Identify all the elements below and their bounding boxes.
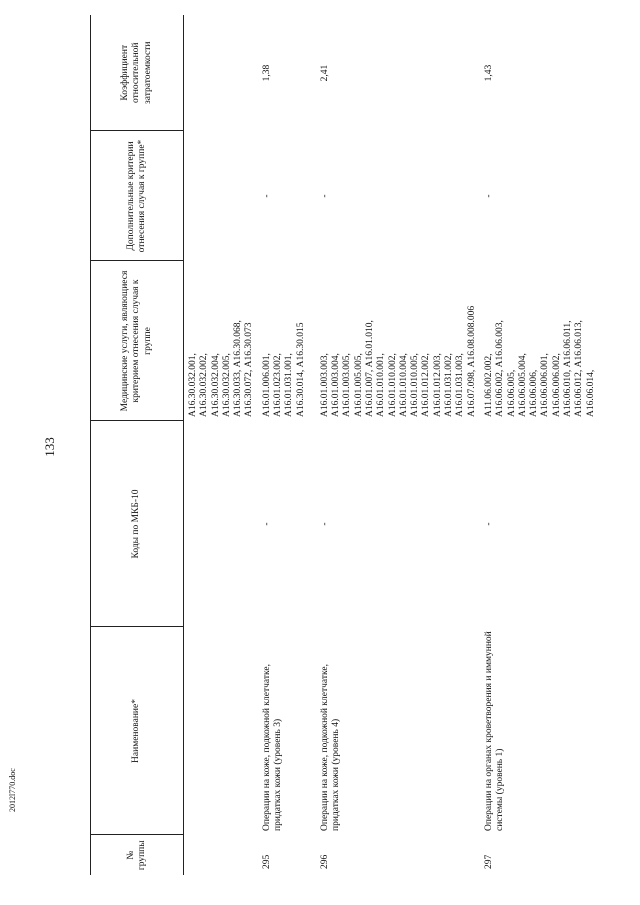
service-code: А16.01.003.004, (331, 353, 342, 417)
mkb-codes: - (319, 522, 330, 526)
service-code: А16.01.031.001, (284, 353, 295, 417)
mkb-codes: - (483, 522, 494, 526)
table-row (258, 15, 316, 875)
service-code: А16.01.010.001, (376, 353, 387, 417)
service-code: А16.01.031.002, (444, 353, 455, 417)
extra-criteria: - (261, 194, 272, 198)
service-code: А16.06.002, А16.06.003, (495, 320, 506, 417)
table-row-continuation (184, 15, 258, 875)
ksg-table (90, 15, 606, 875)
group-number: 296 (319, 854, 330, 869)
table-header-row (91, 15, 184, 875)
extra-criteria: - (319, 194, 330, 198)
header-group-no: № группы (91, 835, 184, 875)
service-code: А16.30.032.004, (210, 353, 221, 417)
service-code: А11.06.002.002, (483, 353, 494, 417)
group-number: 295 (261, 854, 272, 869)
services-cell (258, 261, 316, 421)
service-code: А16.06.006.001, (540, 353, 551, 417)
service-code: А16.30.072, А16.30.073 (244, 322, 255, 417)
header-coefficient: Коэффициент относительной затратоемкости (91, 15, 184, 131)
service-code: А16.30.032.001, (188, 353, 198, 417)
service-code: А16.30.014, А16.30.015 (295, 322, 306, 417)
group-name: Операции на коже, подкожной клетчатке, придатках кожи (уровень 3) (261, 664, 284, 831)
coefficient: 2,41 (319, 64, 330, 82)
service-code: А16.01.003.003, (319, 353, 330, 417)
page-number: 133 (42, 437, 57, 457)
service-code: А16.01.010.005, (410, 353, 421, 417)
service-code: А16.06.006, (529, 369, 540, 417)
header-services: Медицинские услуги, являющиеся критерием отнесения случая к группе (91, 261, 184, 421)
service-code: А16.06.005.004, (517, 353, 528, 417)
service-code: А16.01.023.002, (273, 353, 284, 417)
service-code: А16.06.010, А16.06.011, (563, 320, 574, 417)
service-code: А16.01.010.004, (398, 353, 409, 417)
service-code: А16.30.033, А16.30.068, (233, 320, 244, 417)
service-code: А16.01.010.002, (387, 353, 398, 417)
service-code: А16.06.005, (506, 369, 517, 417)
group-name: Операции на органах кроветворения и иммунной системы (уровень 1) (483, 631, 506, 831)
footer-doc-name: 2012l770.doc (8, 768, 17, 812)
coefficient: 1,43 (483, 64, 494, 82)
mkb-codes: - (261, 522, 272, 526)
header-mkb-codes: Коды по МКБ-10 (91, 421, 184, 627)
service-code: А16.01.012.002, (421, 353, 432, 417)
rotated-table-page (90, 15, 635, 875)
service-code: А16.01.007, А16.01.010, (364, 320, 375, 417)
service-code: А16.06.014, (585, 369, 596, 417)
group-number: 297 (483, 854, 494, 869)
group-name: Операции на коже, подкожной клетчатке, придатках кожи (уровень 4) (319, 664, 342, 831)
service-code: А16.01.012.003, (432, 353, 443, 417)
services-cell (316, 261, 480, 421)
service-code: А16.01.005.005, (353, 353, 364, 417)
service-code: А16.01.003.005, (342, 353, 353, 417)
table-row (316, 15, 480, 875)
services-cell (480, 261, 606, 421)
service-code: А16.30.032.002, (199, 353, 210, 417)
table-row (480, 15, 606, 875)
service-code: А16.30.032.005, (221, 353, 232, 417)
coefficient: 1,38 (261, 64, 272, 82)
service-code: А16.07.098, А16.08.008.006 (466, 305, 477, 417)
service-code: А16.06.012, А16.06.013, (574, 320, 585, 417)
header-name: Наименование* (91, 627, 184, 835)
extra-criteria: - (483, 194, 494, 198)
service-code: А16.01.006.001, (261, 353, 272, 417)
service-code: А16.06.006.002, (551, 353, 562, 417)
header-extra-criteria: Дополнительные критерии отнесения случая к группе* (91, 131, 184, 261)
services-cell (184, 261, 258, 421)
service-code: А16.01.031.003, (455, 353, 466, 417)
